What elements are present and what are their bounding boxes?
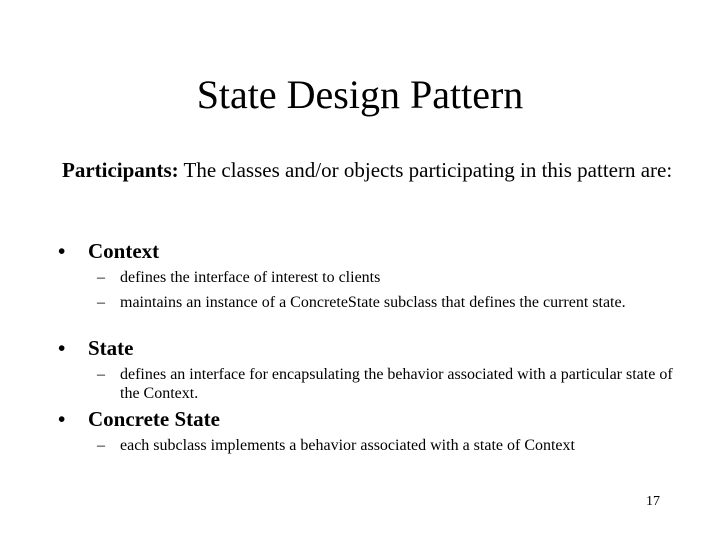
participant-name: Context	[88, 239, 160, 263]
bullet-icon: •	[58, 239, 66, 263]
intro-text: The classes and/or objects participating in this pattern are:	[178, 158, 673, 182]
participant-concrete-state	[58, 407, 220, 431]
bullet-icon: •	[58, 336, 66, 360]
point-text: defines the interface of interest to clients	[120, 269, 381, 286]
participant-point	[97, 268, 690, 287]
participant-name: State	[88, 336, 134, 360]
dash-icon: –	[97, 294, 105, 311]
participant-point	[97, 293, 690, 312]
participant-point	[97, 365, 690, 403]
participant-point	[97, 436, 690, 455]
participant-name: Concrete State	[88, 407, 220, 431]
intro-paragraph	[62, 158, 686, 182]
page-number: 17	[646, 494, 660, 509]
dash-icon: –	[97, 437, 105, 454]
intro-lead: Participants:	[62, 158, 179, 182]
participant-state	[58, 336, 134, 360]
point-text: maintains an instance of a ConcreteState subclass that defines the current state.	[120, 294, 626, 311]
dash-icon: –	[97, 366, 105, 383]
bullet-icon: •	[58, 407, 66, 431]
dash-icon: –	[97, 269, 105, 286]
point-text: each subclass implements a behavior associated with a state of Context	[120, 437, 575, 454]
slide-title: State Design Pattern	[196, 72, 524, 117]
participant-context	[58, 239, 159, 263]
point-text: defines an interface for encapsulating the behavior associated with a particular state of the Context.	[120, 366, 673, 402]
